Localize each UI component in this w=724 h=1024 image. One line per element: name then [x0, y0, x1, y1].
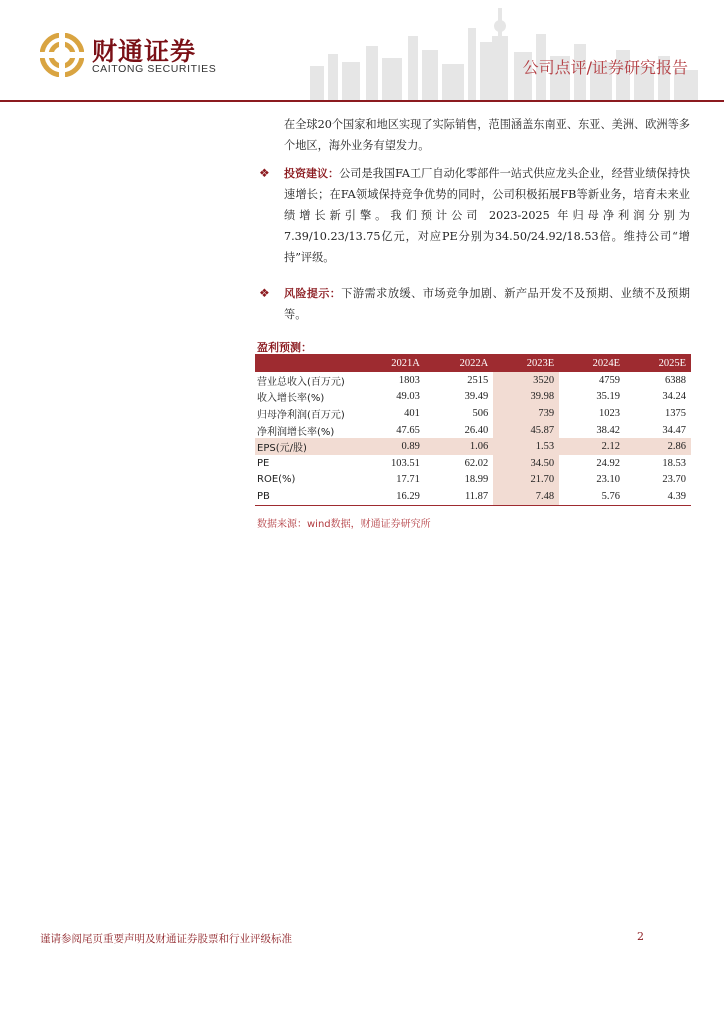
table-cell: 506: [472, 407, 489, 419]
risk-warning-text: 下游需求放缓、市场竞争加剧、新产品开发不及预期、业绩不及预期等。: [284, 287, 690, 321]
table-cell: 2.86: [625, 438, 691, 455]
report-type-label: 公司点评/证券研究报告: [522, 58, 688, 77]
table-cell: 7.48: [493, 488, 559, 505]
table-cell: 45.87: [493, 422, 559, 439]
table-row: [255, 389, 691, 406]
table-cell: 2.12: [559, 438, 625, 455]
table-cell: 38.42: [596, 424, 621, 436]
table-cell: 3520: [493, 372, 559, 389]
caitong-logo-icon: [40, 33, 84, 77]
table-row: [255, 372, 691, 389]
table-cell: 23.10: [596, 474, 621, 486]
table-source-note: 数据来源：wind数据，财通证券研究所: [257, 519, 431, 530]
table-cell: 5.76: [559, 488, 625, 505]
row-label: 收入增长率(%): [257, 393, 325, 405]
table-row: [255, 405, 691, 422]
row-label: 归母净利润(百万元): [257, 409, 345, 421]
table-cell: 103.51: [391, 457, 420, 469]
table-cell: 39.98: [493, 389, 559, 406]
table-row: [255, 488, 691, 505]
table-cell: 17.71: [396, 474, 420, 486]
risk-warning-keyword: 风险提示：: [284, 287, 342, 300]
table-cell: 39.49: [464, 391, 489, 403]
investment-advice-text: 公司是我国FA工厂自动化零部件一站式供应龙头企业，经营业绩保持快速增长；在FA领域保持竞争优势的同时，公司积极拓展FB等新业务，培育未来业绩增长新引擎。我们预计公司 2023-2025 年归母净利润分别为7.39/10.23/13.75亿元，对应PE分别为34.50/24.92/18.53倍。维持公司“增持”评级。: [284, 167, 691, 264]
table-row: [255, 472, 691, 489]
page-number: 2: [637, 930, 644, 943]
table-cell: 47.65: [396, 424, 420, 436]
row-label: 净利润增长率(%): [257, 426, 335, 438]
header-cell: 2024E: [559, 354, 625, 372]
table-cell: 1375: [665, 407, 686, 419]
row-label: ROE(%): [257, 474, 296, 486]
table-row: [255, 455, 691, 472]
logo-english-name: CAITONG SECURITIES: [92, 63, 217, 75]
page-header: [0, 0, 724, 104]
table-cell: 739: [493, 405, 559, 422]
table-cell: 35.19: [596, 391, 621, 403]
forecast-table-title: 盈利预测：: [257, 341, 312, 354]
table-cell: 6388: [665, 374, 686, 386]
table-cell: 2515: [467, 374, 489, 386]
header-cell: 2023E: [493, 354, 559, 372]
intro-paragraph: 在全球20个国家和地区实现了实际销售，范围涵盖东南亚、东亚、美洲、欧洲等多个地区，海外业务有望发力。: [284, 118, 690, 152]
logo-chinese-name: 财通证券: [92, 37, 197, 66]
table-cell: 18.99: [464, 474, 489, 486]
table-cell: 16.29: [356, 488, 425, 505]
invest-bullet-icon: ❖: [259, 166, 270, 180]
table-cell: 34.50: [493, 455, 559, 472]
table-cell: 1023: [599, 407, 621, 419]
table-header-row: [255, 354, 691, 372]
investment-advice-keyword: 投资建议：: [284, 167, 340, 180]
header-cell: 2022A: [425, 354, 493, 372]
row-label: PE: [257, 457, 270, 469]
row-label: 营业总收入(百万元): [257, 376, 345, 388]
risk-bullet-icon: ❖: [259, 286, 270, 300]
table-cell: 21.70: [493, 472, 559, 489]
row-label: PB: [255, 488, 356, 505]
table-cell: 4759: [599, 374, 621, 386]
table-row: [255, 438, 691, 455]
table-cell: 62.02: [464, 457, 489, 469]
investment-advice-paragraph: [284, 163, 690, 268]
table-cell: 34.47: [662, 424, 686, 436]
header-cell: 2021A: [356, 354, 425, 372]
table-cell: 11.87: [425, 488, 493, 505]
table-cell: 18.53: [662, 457, 686, 469]
header-cell: 2025E: [625, 354, 691, 372]
table-cell: 1.53: [493, 438, 559, 455]
table-cell: 1803: [398, 374, 420, 386]
header-cell: [255, 354, 356, 372]
table-cell: 0.89: [356, 438, 425, 455]
earnings-forecast-table: [255, 354, 691, 506]
table-cell: 26.40: [464, 424, 489, 436]
header-divider: [0, 100, 724, 102]
table-cell: 1.06: [425, 438, 493, 455]
row-label: EPS(元/股): [255, 438, 356, 455]
table-cell: 34.24: [662, 391, 686, 403]
risk-warning-paragraph: [284, 283, 690, 325]
table-row: [255, 422, 691, 439]
table-cell: 23.70: [662, 474, 686, 486]
table-cell: 401: [404, 407, 420, 419]
city-skyline-decoration: [290, 6, 724, 102]
table-cell: 24.92: [596, 457, 621, 469]
table-cell: 4.39: [625, 488, 691, 505]
disclaimer-footer: 谨请参阅尾页重要声明及财通证券股票和行业评级标准: [40, 933, 292, 945]
table-cell: 49.03: [396, 391, 420, 403]
